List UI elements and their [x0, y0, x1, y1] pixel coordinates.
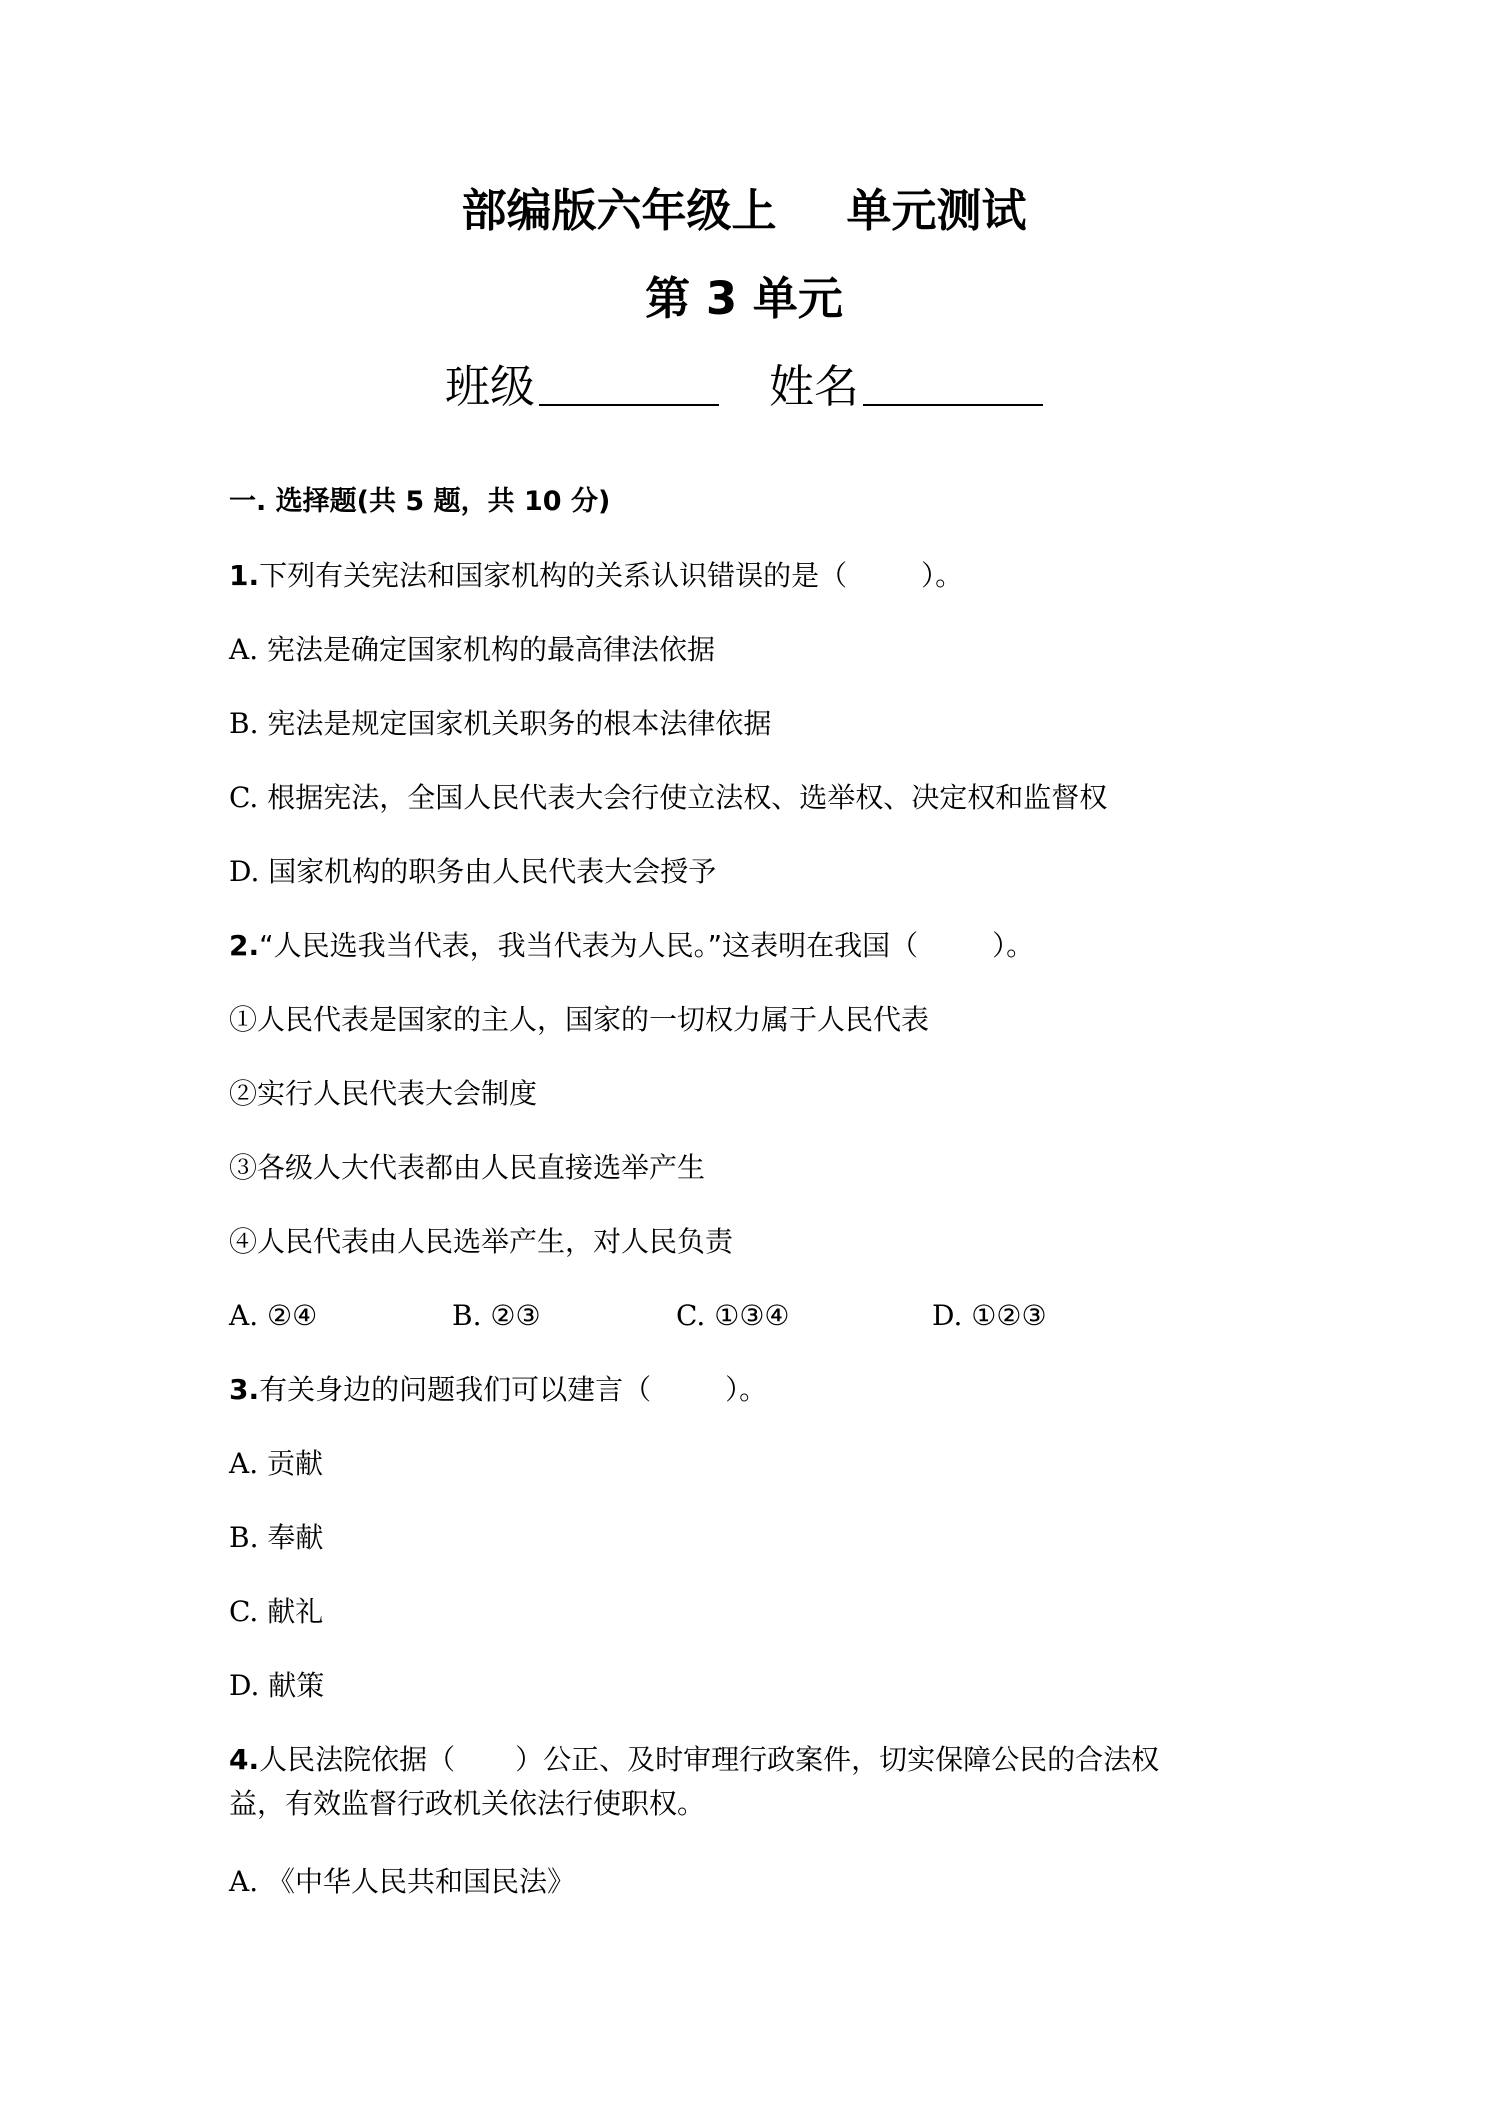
name-blank[interactable]	[863, 404, 1043, 406]
name-row	[0, 360, 1488, 413]
question-2	[229, 929, 1035, 962]
question-text-end: ）。	[921, 559, 964, 592]
question-text: 人民法院依据（	[259, 1743, 456, 1776]
option-c: C. 根据宪法，全国人民代表大会行使立法权、选举权、决定权和监督权	[229, 781, 1108, 814]
option-b: B. 奉献	[229, 1521, 324, 1554]
option-c: C. 献礼	[229, 1595, 324, 1628]
question-number: 4.	[229, 1743, 260, 1776]
question-3	[229, 1373, 768, 1406]
question-1	[229, 559, 964, 592]
class-blank[interactable]	[539, 404, 719, 406]
question-text: 有关身边的问题我们可以建言（	[259, 1373, 652, 1406]
statement-4: ④人民代表由人民选举产生，对人民负责	[229, 1225, 734, 1258]
name-label: 姓名	[769, 360, 860, 413]
option-b: B. ②③	[452, 1299, 541, 1332]
question-text: 下列有关宪法和国家机构的关系认识错误的是（	[259, 559, 848, 592]
question-4-line-2: 益，有效监督行政机关依法行使职权。	[229, 1787, 706, 1820]
question-text-end: ）。	[725, 1373, 768, 1406]
question-text-cont: ）公正、及时审理行政案件，切实保障公民的合法权	[515, 1743, 1160, 1776]
option-a: A. 宪法是确定国家机构的最高律法依据	[229, 633, 716, 666]
question-text: “人民选我当代表，我当代表为人民。”这表明在我国（	[259, 929, 919, 962]
option-a: A. 贡献	[229, 1447, 324, 1480]
title-left: 部编版六年级上	[461, 184, 777, 237]
question-4	[229, 1743, 1160, 1776]
option-b: B. 宪法是规定国家机关职务的根本法律依据	[229, 707, 772, 740]
statement-1: ①人民代表是国家的主人，国家的一切权力属于人民代表	[229, 1003, 930, 1036]
question-number: 1.	[229, 559, 260, 592]
option-a: A. 《中华人民共和国民法》	[229, 1865, 576, 1898]
title-right: 单元测试	[846, 184, 1027, 237]
unit-title: 第 3 单元	[645, 272, 843, 325]
option-d: D. 献策	[229, 1669, 325, 1702]
statement-2: ②实行人民代表大会制度	[229, 1077, 538, 1110]
option-d: D. 国家机构的职务由人民代表大会授予	[229, 855, 717, 888]
question-text-end: ）。	[992, 929, 1035, 962]
option-d: D. ①②③	[932, 1299, 1047, 1332]
section-heading: 一. 选择题(共 5 题，共 10 分)	[229, 486, 611, 517]
question-number: 3.	[229, 1373, 260, 1406]
option-c: C. ①③④	[676, 1299, 790, 1332]
page-title	[0, 184, 1488, 237]
statement-3: ③各级人大代表都由人民直接选举产生	[229, 1151, 706, 1184]
option-a: A. ②④	[229, 1299, 318, 1332]
question-number: 2.	[229, 929, 260, 962]
class-label: 班级	[444, 360, 535, 413]
